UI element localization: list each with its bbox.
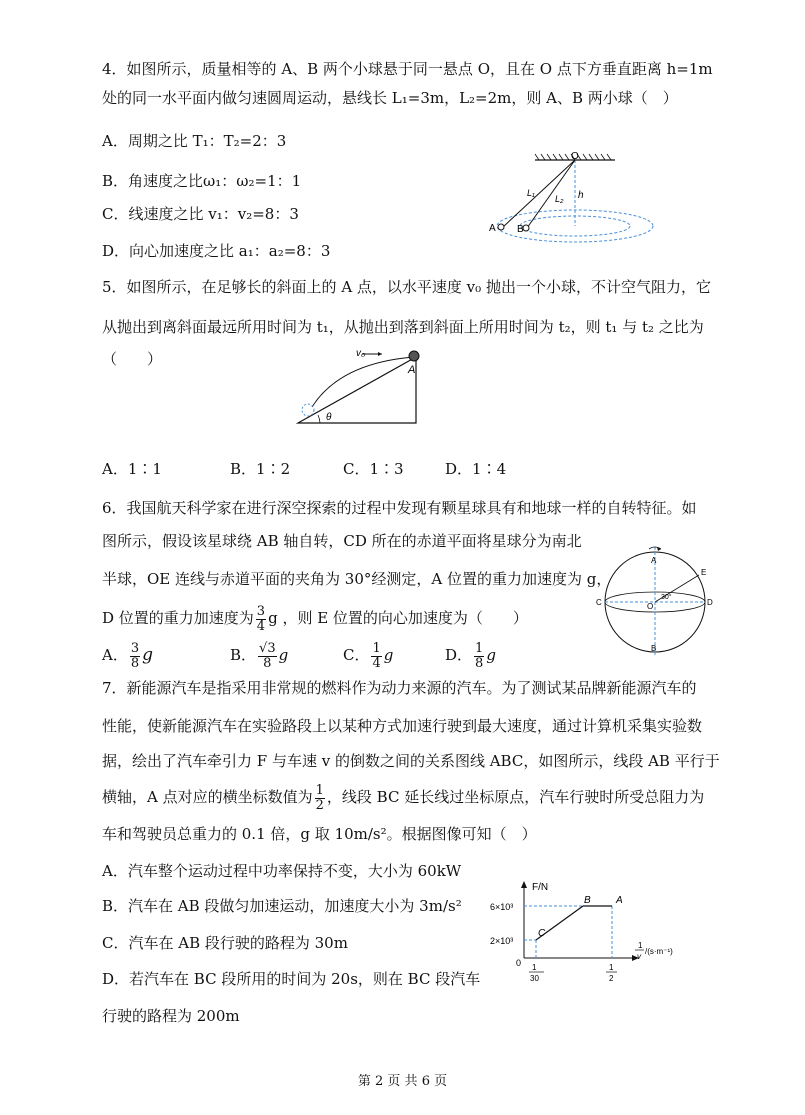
- page-footer: 第 2 页 共 6 页: [357, 1074, 448, 1089]
- q4-fig-label-l1: L₁: [527, 188, 535, 198]
- q4-fig-label-a: A: [489, 223, 496, 234]
- q7-stem-line2: 性能，使新能源汽车在实验路段上以某种方式加速行驶到最大速度，通过计算机采集实验数: [102, 717, 703, 735]
- q4-option-b: B．角速度之比ω₁：ω₂=1：1: [102, 172, 302, 190]
- q7-fig-xlabel-unit: /(s·m⁻¹): [645, 947, 673, 956]
- q4-option-c: C．线速度之比 v₁：v₂=8：3: [102, 205, 299, 223]
- q7-stem-line5: 车和驾驶员总重力的 0.1 倍，g 取 10m/s²。根据图像可知（ ）: [102, 825, 537, 843]
- q6-stem-line1: 6．我国航天科学家在进行深空探索的过程中发现有颗星球具有和地球一样的自转特征。如: [102, 499, 697, 517]
- q4-fig-label-l2: L₂: [555, 194, 564, 204]
- q5-stem-line2: 从抛出到离斜面最远所用时间为 t₁，从抛出到落到斜面上所用时间为 t₂，则 t₁ 与 t₂ 之比为: [102, 318, 704, 336]
- q4-figure: [485, 150, 675, 250]
- q7-stem-line3: 据，绘出了汽车牵引力 F 与车速 v 的倒数之间的关系图线 ABC，如图所示，线段 AB 平行于: [102, 752, 720, 770]
- q7-fig-xlabel-den: v: [637, 952, 641, 961]
- q7-fig-point-c: C: [538, 928, 546, 939]
- q6-fig-label-d: D: [707, 598, 713, 607]
- q5-figure: [290, 345, 430, 425]
- q5-fig-label-v0: v₀: [356, 348, 366, 359]
- q7-fig-xlabel-num: 1: [638, 941, 643, 950]
- q7-option-a: A．汽车整个运动过程中功率保持不变，大小为 60kW: [102, 862, 462, 880]
- q5-option-d: D．1∶4: [445, 460, 507, 478]
- q6-option-b: B． $\frac{√3}{8}$ g: [230, 640, 289, 671]
- q6-option-c: C． $\frac{1}{4}$ g: [343, 640, 394, 671]
- q6-stem-line2: 图所示，假设该星球绕 AB 轴自转，CD 所在的赤道平面将星球分为南北: [102, 532, 582, 550]
- q6-option-a: A． $\frac{3}{8}$ g: [102, 640, 154, 671]
- q7-fig-point-b: B: [584, 895, 591, 906]
- q5-option-c: C．1∶3: [343, 460, 404, 478]
- q4-option-a: A．周期之比 T₁：T₂=2：3: [102, 132, 287, 150]
- q6-fig-label-e: E: [701, 568, 707, 577]
- q7-fraction-half: $\frac{1}{2}$: [315, 782, 324, 813]
- q4-stem-line2: 处的同一水平面内做匀速圆周运动，悬线长 L₁=3m，L₂=2m，则 A、B 两小球（ ）: [102, 89, 678, 107]
- q4-option-d: D．向心加速度之比 a₁：a₂=8：3: [102, 242, 331, 260]
- q7-figure: [488, 878, 718, 984]
- q7-option-b: B．汽车在 AB 段做匀加速运动，加速度大小为 3m/s²: [102, 897, 462, 915]
- q7-option-d-line2: 行驶的路程为 200m: [102, 1007, 240, 1025]
- q7-option-d-line1: D．若汽车在 BC 段所用的时间为 20s，则在 BC 段汽车: [102, 970, 481, 988]
- q6-fig-label-angle: 30°: [661, 594, 672, 601]
- q7-fig-ytick-low: 2×10³: [490, 936, 514, 946]
- q4-fig-label-h: h: [578, 190, 584, 201]
- q4-fig-label-b: B: [517, 224, 524, 235]
- q6-option-d: D． $\frac{1}{8}$ g: [445, 640, 496, 671]
- q7-fig-xtick1-num: 1: [532, 963, 537, 972]
- q5-stem-line3: （ ）: [102, 350, 163, 368]
- q5-option-b: B．1∶2: [230, 460, 291, 478]
- q7-fig-ytick-high: 6×10³: [490, 902, 514, 912]
- q7-fig-xtick1-den: 30: [530, 974, 539, 983]
- q7-fig-point-a: A: [616, 895, 623, 906]
- q6-fig-label-c: C: [596, 598, 602, 607]
- q6-fig-label-o: O: [647, 602, 654, 611]
- q6-stem-line3: 半球，OE 连线与赤道平面的夹角为 30°经测定，A 位置的重力加速度为 g，: [102, 570, 612, 588]
- q6-figure: [595, 545, 720, 660]
- q7-fig-origin: 0: [516, 958, 522, 968]
- q5-fig-label-theta: θ: [326, 412, 332, 423]
- q5-option-a: A．1∶1: [102, 460, 162, 478]
- q7-fig-ylabel: F/N: [532, 882, 549, 893]
- q7-stem-line1: 7．新能源汽车是指采用非常规的燃料作为动力来源的汽车。为了测试某品牌新能源汽车的: [102, 679, 697, 697]
- q7-fig-xtick2-den: 2: [609, 974, 614, 983]
- q6-fraction-d-gravity: $\frac{3}{4}$: [256, 603, 266, 634]
- q7-fig-xtick2-num: 1: [609, 963, 614, 972]
- q5-stem-line1: 5．如图所示，在足够长的斜面上的 A 点，以水平速度 v₀ 抛出一个小球，不计空气阻力，它: [102, 278, 711, 296]
- q4-fig-label-o: O: [571, 151, 579, 162]
- q6-fig-label-b: B: [651, 644, 657, 653]
- q4-stem-line1: 4．如图所示，质量相等的 A、B 两个小球悬于同一悬点 O，且在 O 点下方垂直距离 h=1m: [102, 60, 713, 78]
- q5-fig-label-a: A: [408, 364, 416, 376]
- q6-stem-line4: D 位置的重力加速度为 $\frac{3}{4}$ g ，则 E 位置的向心加速度为（ ）: [102, 603, 528, 634]
- q7-option-c: C．汽车在 AB 段行驶的路程为 30m: [102, 934, 348, 952]
- q7-stem-line4: 横轴，A 点对应的横坐标数值为 $\frac{1}{2}$ ，线段 BC 延长线过坐标原点，汽车行驶时所受总阻力为: [102, 782, 705, 813]
- q6-fig-label-a: A: [651, 556, 657, 565]
